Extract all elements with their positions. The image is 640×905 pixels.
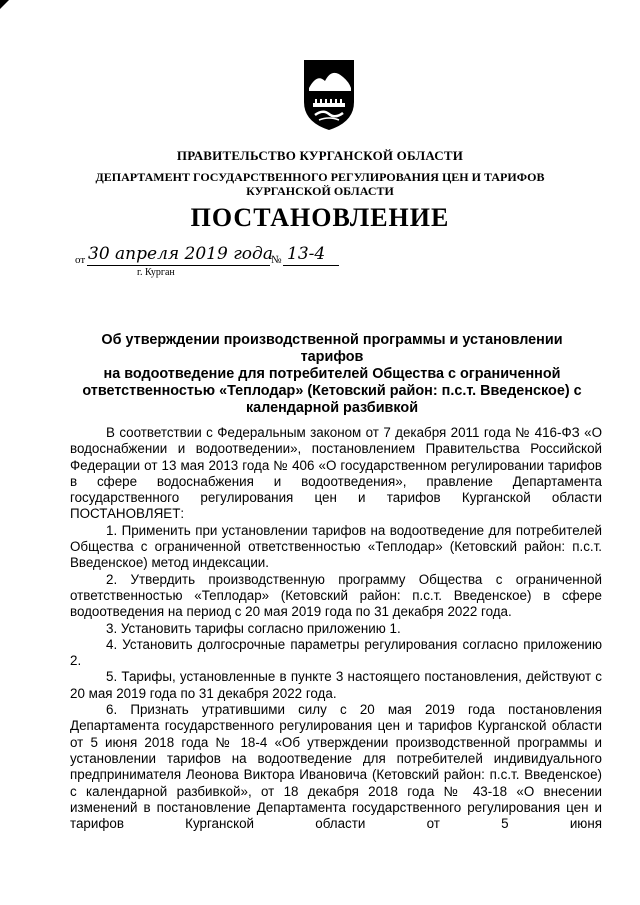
- page-corner-mark: [0, 0, 9, 9]
- clause-1: 1. Применить при установлении тарифов на водоотведение для потребителей Общества с ограниченной ответственностью «Теплодар» (Кетовский район: п.с.т. Введенское) метод индексации.: [70, 522, 602, 571]
- date-handwritten: 30 апреля 2019 года: [88, 244, 273, 264]
- number-label: №: [271, 254, 282, 266]
- clause-2: 2. Утвердить производственную программу Общества с ограниченной ответственностью «Теплодар» (Кетовский район: п.с.т. Введенское) в сфере водоотведения на период с 20 мая 2019 года по 31 декабря 2022 года.: [70, 571, 602, 620]
- department-line-2: КУРГАНСКОЙ ОБЛАСТИ: [246, 184, 394, 198]
- heading-line-1: Об утверждении производственной программы и установлении тарифов: [101, 332, 563, 365]
- document-body: [70, 425, 602, 832]
- government-name: ПРАВИТЕЛЬСТВО КУРГАНСКОЙ ОБЛАСТИ: [176, 148, 464, 163]
- department-name: [0, 170, 640, 198]
- clause-5: 5. Тарифы, установленные в пункте 3 настоящего постановления, действуют с 20 мая 2019 года по 31 декабря 2022 года.: [70, 669, 602, 701]
- resolution-heading: [70, 332, 594, 417]
- dateline: [75, 246, 375, 286]
- preamble-paragraph: В соответствии с Федеральным законом от 7 декабря 2011 года № 416-ФЗ «О водоснабжении и водоотведении», постановлением Правительства Российской Федерации от 13 мая 2013 года № 406 «О государственном регулировании тарифов в сфере водоснабжения и водоотведения», правление Департамента государственного регулирования цен и тарифов Курганской области ПОСТАНОВЛЯЕТ:: [70, 425, 602, 522]
- number-handwritten: 13-4: [287, 244, 326, 264]
- clause-6: 6. Признать утратившими силу с 20 мая 2019 года постановления Департамента государственного регулирования цен и тарифов Курганской области от 5 июня 2018 года № 18-4 «Об утверждении производственной программы и установлении тарифов на водоотведение для потребителей индивидуального предпринимателя Леонова Виктора Ивановича (Кетовский район: п.с.т. Введенское) с календарной разбивкой», от 18 декабря 2018 года № 43-18 «О внесении изменений в постановление Департамента государственного регулирования цен и тарифов Курганской области от 5 июня: [70, 702, 602, 832]
- clause-3: 3. Установить тарифы согласно приложению 1.: [106, 620, 401, 636]
- date-from-label: от: [75, 254, 86, 266]
- number-underline: [283, 265, 339, 266]
- heading-line-4: календарной разбивкой: [245, 400, 419, 416]
- department-line-1: ДЕПАРТАМЕНТ ГОСУДАРСТВЕННОГО РЕГУЛИРОВАНИЯ ЦЕН И ТАРИФОВ: [95, 170, 545, 184]
- city: г. Курган: [137, 267, 175, 278]
- heading-line-2: на водоотведение для потребителей Общества с ограниченной: [103, 366, 561, 382]
- clause-4: 4. Установить долгосрочные параметры регулирования согласно приложению 2.: [70, 636, 602, 669]
- document-title: ПОСТАНОВЛЕНИЕ: [190, 203, 450, 232]
- heading-line-3: ответственностью «Теплодар» (Кетовский район: п.с.т. Введенское) с: [82, 383, 582, 399]
- date-underline: [87, 265, 270, 266]
- coat-of-arms-icon: [301, 58, 357, 132]
